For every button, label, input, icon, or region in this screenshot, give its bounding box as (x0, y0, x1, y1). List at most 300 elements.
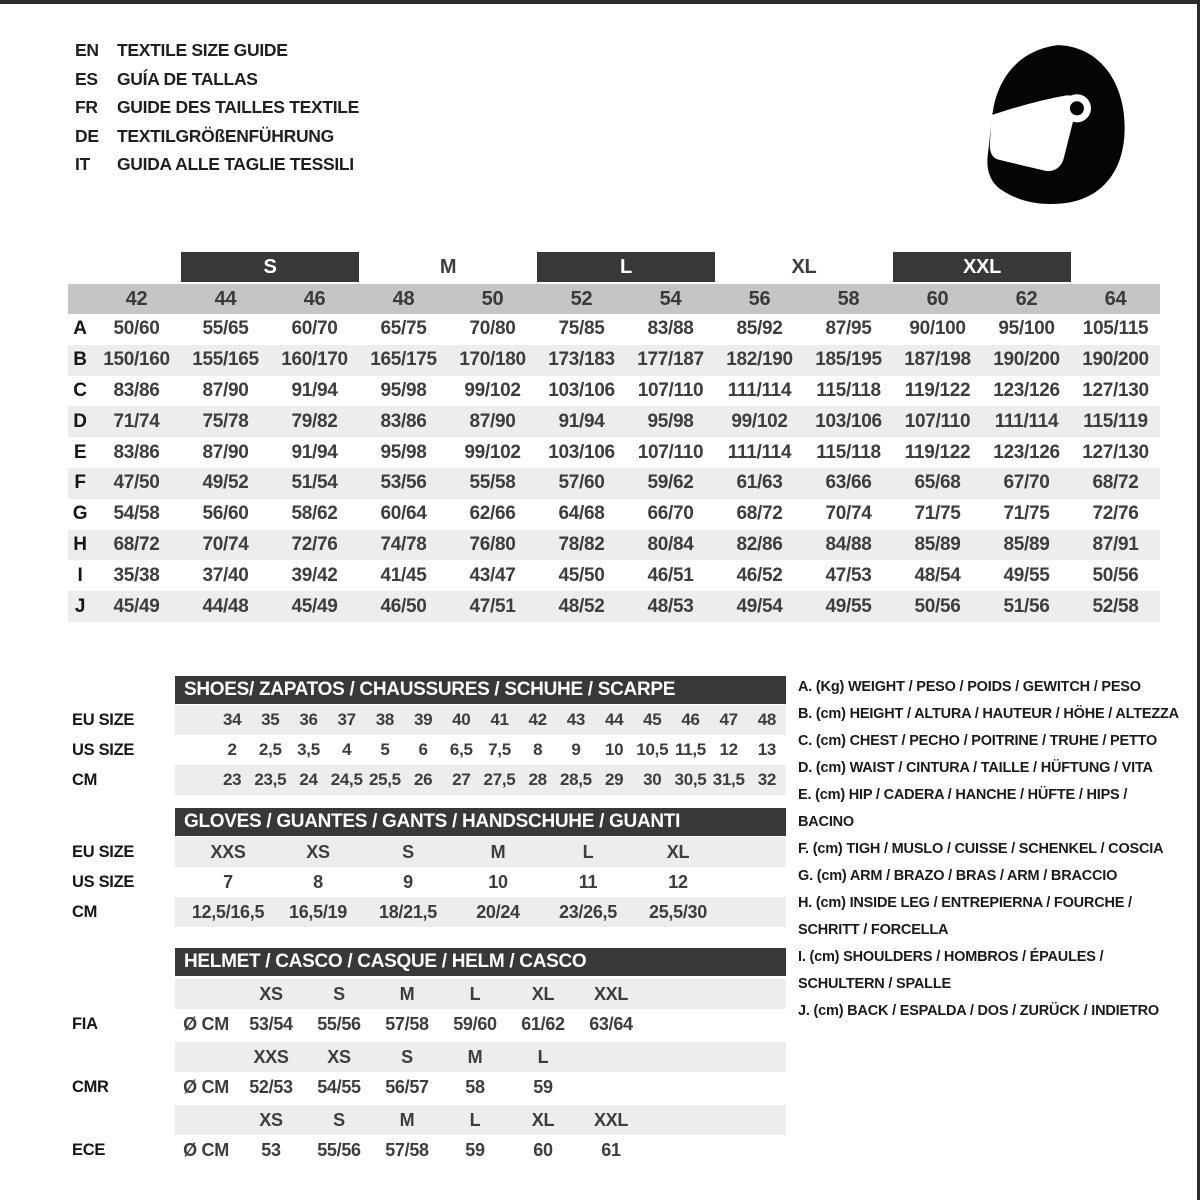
measurement-value: 165/175 (370, 349, 437, 371)
shoes-value: 2 (227, 740, 237, 759)
shoes-row (68, 765, 786, 795)
shoes-value: 48 (757, 710, 777, 729)
language-row (75, 65, 359, 94)
table-row (68, 314, 1160, 345)
helmet-size-label: XL (531, 1109, 555, 1130)
measurement-value: 107/110 (637, 379, 704, 401)
gloves-value: L (582, 841, 594, 862)
helmet-size-header-row (68, 1042, 786, 1072)
helmet-standard-row (68, 1135, 786, 1165)
helmet-size-label: M (399, 1109, 415, 1130)
measurement-value: 65/68 (914, 472, 961, 494)
measurement-value: 50/60 (113, 318, 160, 340)
shoes-value: 24 (299, 770, 318, 789)
measurement-value: 95/98 (380, 441, 427, 463)
size-number-header-row (68, 284, 1160, 314)
helmet-value: 54/55 (317, 1076, 361, 1097)
table-row (68, 345, 1160, 376)
helmet-value: 58 (465, 1076, 485, 1097)
shoes-value: 28 (528, 770, 547, 789)
size-number-header: 48 (392, 287, 415, 310)
size-band-xl: XL (791, 256, 817, 278)
measurement-value: 71/75 (1003, 503, 1050, 525)
shoes-value: 6,5 (449, 740, 473, 759)
measurement-value: 43/47 (469, 564, 516, 586)
legend-item: J. (cm) BACK / ESPALDA / DOS / ZURÜCK / INDIETRO (798, 1003, 1159, 1019)
gloves-value: 23/26,5 (559, 901, 617, 922)
helmet-size-label: XS (259, 1109, 283, 1130)
size-labels (175, 979, 786, 1009)
measurement-value: 95/98 (380, 379, 427, 401)
gloves-value: 8 (313, 871, 323, 892)
shoes-value: 26 (413, 770, 433, 789)
row-letter-label: C (73, 379, 87, 401)
shoes-value: 40 (452, 710, 471, 729)
row-label: CM (72, 770, 98, 789)
measurement-value: 190/200 (993, 349, 1060, 371)
measurement-value: 35/38 (113, 564, 160, 586)
measurement-value: 57/60 (558, 472, 605, 494)
shoes-value: 45 (643, 710, 662, 729)
legend-item: E. (cm) HIP / CADERA / HANCHE / HÜFTE / HIPS / BACINO (798, 787, 1128, 830)
measurement-value: 74/78 (380, 533, 427, 555)
legend-item: F. (cm) TIGH / MUSLO / CUISSE / SCHENKEL / COSCIA (798, 841, 1164, 857)
measurement-value: 123/126 (993, 379, 1060, 401)
shoes-value: 11,5 (675, 740, 706, 759)
measurement-value: 45/49 (113, 595, 160, 617)
gloves-value: 7 (223, 871, 233, 892)
size-band-l: L (537, 252, 715, 282)
measurement-value: 50/56 (1092, 564, 1139, 586)
shoes-value: 37 (337, 710, 356, 729)
helmet-value: 55/56 (317, 1139, 361, 1160)
measurement-value: 55/58 (469, 472, 516, 494)
language-title-list (75, 36, 359, 179)
measurement-value: 115/119 (1083, 410, 1148, 432)
measurement-value: 45/50 (558, 564, 605, 586)
measurement-value: 85/89 (1003, 533, 1050, 555)
size-number-header: 58 (837, 287, 860, 310)
legend-item: I. (cm) SHOULDERS / HOMBROS / ÉPAULES / SCHULTERN / SPALLE (798, 949, 1104, 992)
measurement-value: 170/180 (459, 349, 526, 371)
shoes-value: 23,5 (254, 770, 287, 789)
shoes-value: 47 (719, 710, 738, 729)
measurement-value: 46/51 (647, 564, 694, 586)
shoes-table-header (68, 676, 786, 704)
language-code: IT (75, 154, 90, 174)
size-number-header: 60 (926, 287, 949, 310)
measurement-value: 45/49 (291, 595, 338, 617)
measurement-value: 71/74 (113, 410, 160, 432)
measurement-value: 75/85 (558, 318, 605, 340)
gloves-value: 11 (578, 871, 598, 892)
row-label: EU SIZE (72, 842, 135, 861)
helmet-standard-row (68, 1009, 786, 1039)
row-label: CM (72, 902, 98, 921)
row-letter-label: J (74, 595, 86, 617)
standard-label: CMR (72, 1077, 109, 1096)
measurement-value: 111/114 (994, 410, 1059, 432)
measurement-value: 87/91 (1092, 533, 1139, 555)
row-values (175, 867, 786, 897)
measurement-value: 67/70 (1003, 472, 1050, 494)
measurement-value: 47/53 (825, 564, 872, 586)
table-row (68, 530, 1160, 561)
shoes-value: 2,5 (258, 740, 282, 759)
measurement-value: 91/94 (291, 441, 338, 463)
language-code: DE (75, 125, 99, 146)
measurement-value: 80/84 (647, 533, 694, 555)
helmet-value: 53 (261, 1139, 281, 1160)
table-row (68, 437, 1160, 468)
shoes-table-title: SHOES/ ZAPATOS / CHAUSSURES / SCHUHE / SCARPE (175, 676, 786, 704)
shoes-table (68, 705, 786, 795)
racing-helmet-icon (977, 31, 1133, 218)
measurement-value: 119/122 (904, 441, 971, 463)
helmet-value: 59 (533, 1076, 553, 1097)
measurement-value: 87/95 (825, 318, 872, 340)
shoes-value: 3,5 (297, 740, 320, 759)
measurement-value: 48/52 (558, 595, 605, 617)
measurement-value: 44/48 (202, 595, 249, 617)
measurement-value: 65/75 (380, 318, 427, 340)
shoes-value: 12 (719, 740, 738, 759)
measurement-value: 111/114 (727, 441, 792, 463)
helmet-size-label: XXL (593, 983, 629, 1004)
size-band-row (68, 252, 1160, 282)
shoes-value: 30,5 (674, 770, 707, 789)
measurement-value: 60/70 (291, 318, 338, 340)
measurement-value: 78/82 (558, 533, 605, 555)
gloves-value: 18/21,5 (379, 901, 437, 922)
measurement-value: 87/90 (469, 410, 516, 432)
unit-label: Ø CM (183, 1013, 229, 1034)
shoes-value: 9 (571, 740, 581, 759)
measurement-value: 107/110 (904, 410, 971, 432)
shoes-value: 43 (566, 710, 586, 729)
row-values (175, 705, 786, 735)
shoes-value: 42 (528, 710, 547, 729)
measurement-value: 63/66 (825, 472, 872, 494)
unit-label: Ø CM (183, 1076, 229, 1097)
size-labels (175, 1042, 786, 1072)
gloves-value: XL (666, 841, 690, 862)
helmet-table-title: HELMET / CASCO / CASQUE / HELM / CASCO (175, 948, 786, 976)
measurement-value: 85/92 (736, 318, 783, 340)
table-row (68, 499, 1160, 530)
row-values (175, 1072, 786, 1102)
legend-item: H. (cm) INSIDE LEG / ENTREPIERNA / FOURCHE / SCHRITT / FORCELLA (798, 895, 1132, 938)
helmet-size-label: XL (531, 983, 555, 1004)
helmet-table-header (68, 948, 786, 976)
helmet-size-label: XS (327, 1046, 351, 1067)
gloves-row (68, 897, 786, 927)
measurement-value: 90/100 (909, 318, 966, 340)
language-title: GUIDA ALLE TAGLIE TESSILI (117, 154, 354, 174)
helmet-value: 56/57 (385, 1076, 429, 1097)
shoes-value: 10 (604, 740, 624, 759)
helmet-value: 55/56 (317, 1013, 361, 1034)
measurement-value: 83/88 (647, 318, 694, 340)
language-row (75, 36, 359, 65)
shoes-value: 28,5 (559, 770, 592, 789)
measurement-value: 91/94 (558, 410, 605, 432)
measurement-value: 62/66 (469, 503, 516, 525)
measurement-value: 70/74 (202, 533, 249, 555)
shoes-row (68, 735, 786, 765)
gloves-row (68, 867, 786, 897)
row-values (175, 735, 786, 765)
helmet-size-label: S (401, 1046, 413, 1067)
measurement-value: 70/74 (825, 503, 872, 525)
legend-item: C. (cm) CHEST / PECHO / POITRINE / TRUHE / PETTO (798, 733, 1158, 749)
row-values (175, 837, 786, 867)
row-values (175, 1009, 786, 1039)
measurement-value: 41/45 (380, 564, 427, 586)
measurement-value: 55/65 (202, 318, 249, 340)
measurement-legend (798, 674, 1183, 1025)
measurement-value: 95/100 (998, 318, 1055, 340)
language-title: GUÍA DE TALLAS (117, 68, 258, 89)
helmet-size-label: M (399, 983, 415, 1004)
top-border (0, 0, 1200, 4)
language-row (75, 93, 359, 122)
legend-item: G. (cm) ARM / BRAZO / BRAS / ARM / BRACCIO (798, 868, 1118, 884)
shoes-value: 36 (299, 710, 318, 729)
measurement-value: 187/198 (904, 349, 971, 371)
helmet-size-label: L (537, 1046, 549, 1067)
gloves-value: S (402, 841, 414, 862)
size-number-header: 52 (570, 287, 593, 310)
language-title: TEXTILGRÖßENFÜHRUNG (117, 125, 334, 146)
shoes-value: 6 (418, 740, 428, 759)
measurement-value: 48/54 (914, 564, 961, 586)
gloves-value: 12,5/16,5 (191, 901, 265, 922)
measurement-value: 103/106 (815, 410, 882, 432)
measurement-value: 53/56 (380, 472, 427, 494)
measurement-rows (68, 314, 1160, 622)
shoes-value: 8 (533, 740, 543, 759)
measurement-value: 49/54 (736, 595, 783, 617)
helmet-value: 57/58 (385, 1139, 429, 1160)
language-title: GUIDE DES TAILLES TEXTILE (117, 97, 360, 117)
measurement-value: 107/110 (637, 441, 704, 463)
shoes-value: 31,5 (712, 770, 745, 789)
size-number-header: 50 (481, 287, 504, 310)
measurement-value: 87/90 (202, 379, 249, 401)
measurement-value: 37/40 (202, 564, 249, 586)
shoes-value: 27 (452, 770, 471, 789)
helmet-size-label: S (333, 983, 345, 1004)
size-band-s: S (181, 252, 359, 282)
gloves-value: 9 (403, 871, 413, 892)
measurement-value: 51/56 (1003, 595, 1050, 617)
measurement-value: 87/90 (202, 441, 249, 463)
measurement-value: 49/52 (202, 472, 249, 494)
table-row (68, 591, 1160, 622)
measurement-value: 95/98 (647, 410, 694, 432)
helmet-value: 57/58 (385, 1013, 429, 1034)
measurement-value: 182/190 (726, 349, 793, 371)
size-number-header: 54 (659, 287, 682, 310)
shoes-value: 46 (681, 710, 700, 729)
measurement-value: 79/82 (291, 410, 338, 432)
size-number-header: 44 (214, 287, 237, 310)
measurement-value: 83/86 (113, 441, 160, 463)
measurement-value: 59/62 (647, 472, 694, 494)
measurement-value: 76/80 (469, 533, 516, 555)
measurement-value: 49/55 (1003, 564, 1050, 586)
measurement-value: 99/102 (731, 410, 788, 432)
shoes-value: 24,5 (330, 770, 363, 789)
shoes-value: 23 (222, 770, 242, 789)
size-number-header: 46 (303, 287, 326, 310)
helmet-value: 61/62 (521, 1013, 565, 1034)
measurement-value: 185/195 (815, 349, 882, 371)
measurement-value: 61/63 (736, 472, 783, 494)
helmet-size-label: XXL (593, 1109, 629, 1130)
helmet-value: 52/53 (249, 1076, 293, 1097)
measurement-value: 58/62 (291, 503, 338, 525)
gloves-value: 12 (668, 871, 688, 892)
measurement-value: 39/42 (291, 564, 338, 586)
measurement-value: 127/130 (1082, 379, 1149, 401)
legend-item: A. (Kg) WEIGHT / PESO / POIDS / GEWITCH / PESO (798, 679, 1141, 695)
measurement-value: 127/130 (1082, 441, 1149, 463)
gloves-value: XXS (210, 841, 246, 862)
measurement-value: 47/50 (113, 472, 160, 494)
helmet-value: 53/54 (249, 1013, 293, 1034)
gloves-value: M (490, 841, 506, 862)
helmet-value: 63/64 (589, 1013, 633, 1034)
measurement-value: 123/126 (993, 441, 1060, 463)
size-number-header: 62 (1015, 287, 1038, 310)
measurement-value: 47/51 (469, 595, 516, 617)
helmet-value: 61 (601, 1139, 621, 1160)
measurement-value: 84/88 (825, 533, 872, 555)
shoes-value: 34 (222, 710, 242, 729)
measurement-value: 99/102 (464, 441, 521, 463)
shoes-value: 13 (757, 740, 777, 759)
measurement-value: 160/170 (281, 349, 348, 371)
row-letter-label: G (72, 503, 88, 525)
measurement-value: 64/68 (558, 503, 605, 525)
helmet-size-label: XXS (253, 1046, 289, 1067)
row-letter-label: E (73, 441, 87, 463)
measurement-value: 103/106 (548, 441, 615, 463)
shoes-value: 32 (757, 770, 777, 789)
table-row (68, 406, 1160, 437)
shoes-value: 10,5 (636, 740, 669, 759)
measurement-value: 177/187 (637, 349, 704, 371)
shoes-value: 38 (375, 710, 395, 729)
gloves-value: 25,5/30 (649, 901, 707, 922)
helmet-size-label: L (469, 1109, 481, 1130)
shoes-value: 25,5 (368, 770, 401, 789)
helmet-standard-row (68, 1072, 786, 1102)
row-letter-label: A (73, 318, 87, 340)
helmet-size-header-row (68, 1105, 786, 1135)
helmet-size-label: M (467, 1046, 483, 1067)
measurement-value: 60/64 (380, 503, 427, 525)
row-label: US SIZE (72, 740, 135, 759)
row-values (175, 1135, 786, 1165)
gloves-value: XS (306, 841, 330, 862)
measurement-value: 51/54 (291, 472, 338, 494)
measurement-value: 91/94 (291, 379, 338, 401)
gloves-table-header (68, 808, 786, 836)
legend-item: D. (cm) WAIST / CINTURA / TAILLE / HÜFTUNG / VITA (798, 760, 1153, 776)
measurement-value: 46/52 (736, 564, 783, 586)
legend-item: B. (cm) HEIGHT / ALTURA / HAUTEUR / HÖHE / ALTEZZA (798, 706, 1179, 722)
helmet-table (68, 979, 786, 1165)
measurement-value: 83/86 (113, 379, 160, 401)
row-label: EU SIZE (72, 710, 135, 729)
shoes-value: 7,5 (488, 740, 511, 759)
gloves-value: 16,5/19 (289, 901, 347, 922)
measurement-value: 50/56 (914, 595, 961, 617)
measurement-value: 56/60 (202, 503, 249, 525)
measurement-value: 52/58 (1092, 595, 1139, 617)
language-code: ES (75, 68, 98, 89)
size-number-header: 56 (748, 287, 771, 310)
measurement-value: 70/80 (469, 318, 516, 340)
row-letter-label: I (77, 564, 83, 586)
textile-size-table (68, 252, 1160, 622)
measurement-value: 48/53 (647, 595, 694, 617)
gloves-row (68, 837, 786, 867)
measurement-value: 155/165 (192, 349, 259, 371)
row-letter-label: F (74, 472, 86, 494)
shoes-value: 39 (413, 710, 433, 729)
measurement-value: 75/78 (202, 410, 249, 432)
measurement-value: 115/118 (816, 379, 881, 401)
table-row (68, 468, 1160, 499)
helmet-size-header-row (68, 979, 786, 1009)
gloves-value: 10 (488, 871, 508, 892)
size-band-m: M (439, 256, 457, 278)
row-values (175, 897, 786, 927)
shoes-value: 29 (604, 770, 624, 789)
shoes-value: 35 (261, 710, 280, 729)
row-letter-label: D (73, 410, 87, 432)
measurement-value: 103/106 (548, 379, 615, 401)
helmet-size-label: S (333, 1109, 345, 1130)
helmet-size-label: L (469, 983, 481, 1004)
gloves-table (68, 837, 786, 927)
language-title: TEXTILE SIZE GUIDE (117, 40, 288, 60)
measurement-value: 54/58 (113, 503, 160, 525)
measurement-value: 71/75 (914, 503, 961, 525)
standard-label: FIA (72, 1014, 98, 1033)
size-labels (175, 1105, 786, 1135)
measurement-value: 83/86 (380, 410, 427, 432)
shoes-value: 30 (643, 770, 662, 789)
measurement-value: 68/72 (1092, 472, 1139, 494)
measurement-value: 68/72 (113, 533, 160, 555)
helmet-value: 60 (533, 1139, 553, 1160)
helmet-size-label: XS (259, 983, 283, 1004)
measurement-value: 173/183 (548, 349, 615, 371)
row-label: US SIZE (72, 872, 135, 891)
gloves-value: 20/24 (476, 901, 520, 922)
measurement-value: 46/50 (380, 595, 427, 617)
language-row (75, 122, 359, 151)
shoes-row (68, 705, 786, 735)
measurement-value: 115/118 (816, 441, 881, 463)
measurement-value: 72/76 (1092, 503, 1139, 525)
measurement-value: 85/89 (914, 533, 961, 555)
